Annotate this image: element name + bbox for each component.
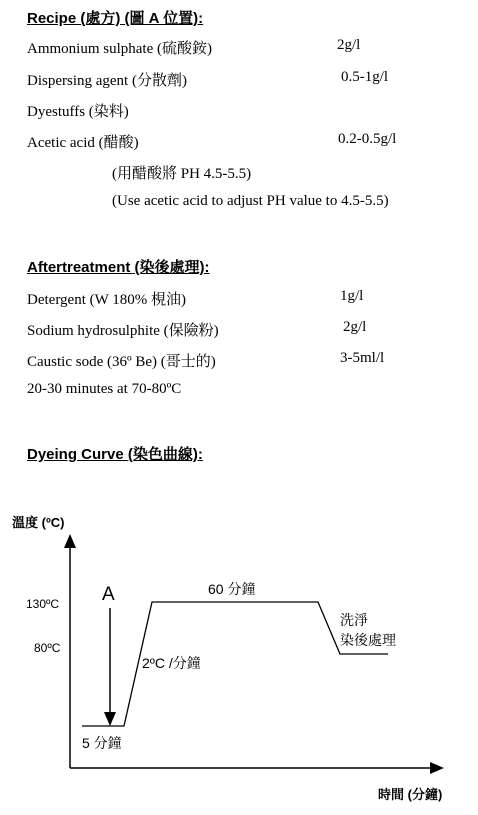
label-aftertreatment: 染後處理 — [340, 632, 396, 648]
arrow-a-head — [104, 712, 116, 726]
aftertreatment-item-amount: 3-5ml/l — [340, 350, 385, 366]
aftertreatment-item-name: Detergent (W 180% 梘油) — [27, 292, 186, 308]
aftertreatment-time-note: 20-30 minutes at 70-80ºC — [27, 381, 182, 397]
recipe-item-name: Dispersing agent (分散劑) — [27, 73, 187, 89]
recipe-item-name: Ammonium sulphate (硫酸銨) — [27, 41, 212, 57]
aftertreatment-item-name: Sodium hydrosulphite (保險粉) — [27, 323, 219, 339]
recipe-item-amount: 0.5-1g/l — [341, 69, 389, 85]
aftertreatment-item-amount: 1g/l — [340, 288, 364, 304]
tick-label-130: 130ºC — [26, 597, 60, 611]
recipe-item-name: Acetic acid (醋酸) — [27, 135, 139, 151]
recipe-heading: Recipe (處方) (圖 A 位置): — [27, 10, 204, 27]
y-axis-arrowhead — [64, 534, 76, 548]
label-heating-rate: 2ºC /分鐘 — [142, 655, 201, 671]
x-axis-arrowhead — [430, 762, 444, 774]
x-axis-label: 時間 (分鐘) — [378, 787, 443, 802]
y-axis-label: 溫度 (ºC) — [12, 515, 65, 530]
recipe-note-chinese: (用醋酸將 PH 4.5-5.5) — [112, 166, 252, 182]
aftertreatment-item-name: Caustic sode (36º Be) (哥士的) — [27, 354, 216, 370]
label-a: A — [102, 584, 115, 605]
label-wash: 洗淨 — [340, 612, 368, 628]
recipe-note-english: (Use acetic acid to adjust PH value to 4.5-5.5) — [112, 193, 389, 209]
recipe-item-amount: 2g/l — [337, 37, 361, 53]
recipe-item-name: Dyestuffs (染料) — [27, 104, 129, 120]
label-start-time: 5 分鐘 — [82, 735, 122, 751]
tick-label-80: 80ºC — [34, 641, 61, 655]
dyeing-curve-heading: Dyeing Curve (染色曲線): — [27, 446, 203, 463]
recipe-item-amount: 0.2-0.5g/l — [338, 131, 397, 147]
aftertreatment-heading: Aftertreatment (染後處理): — [27, 259, 210, 276]
label-hold-time: 60 分鐘 — [208, 581, 256, 597]
aftertreatment-item-amount: 2g/l — [343, 319, 367, 335]
